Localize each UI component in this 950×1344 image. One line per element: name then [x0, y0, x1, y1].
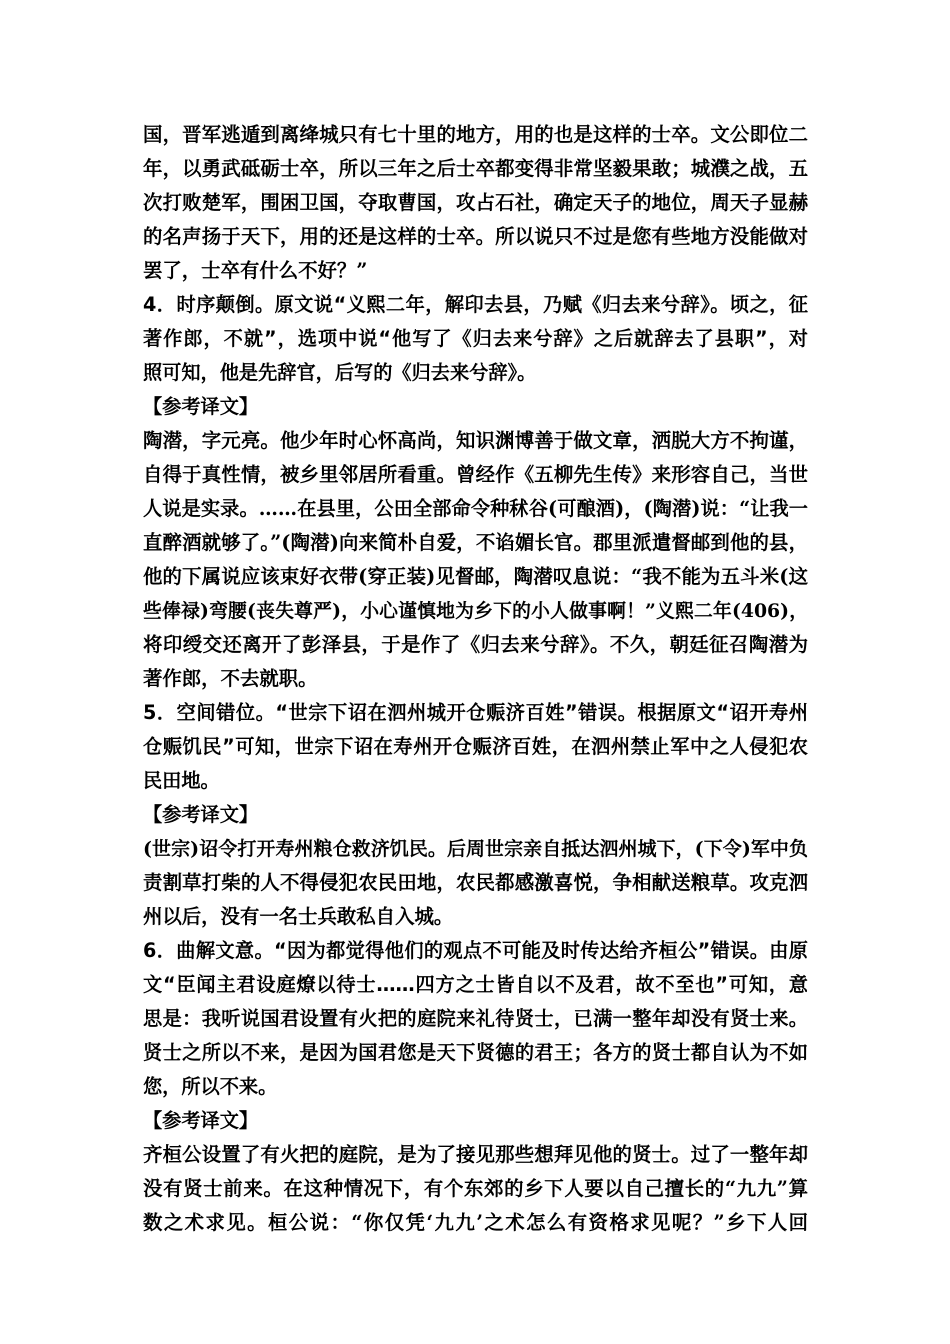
text-line: 人说是实录。……在县里，公田全部命令种秫谷(可酿酒)，(陶潜)说：“让我一 — [143, 497, 808, 520]
text-line: 照可知，他是先辞官，后写的《归去来兮辞》。 — [143, 361, 537, 384]
text-line: 数之术求见。桓公说：“你仅凭‘九九’之术怎么有资格求见呢？”乡下人回 — [143, 1211, 808, 1234]
text-line: 些俸禄)弯腰(丧失尊严)，小心谨慎地为乡下的小人做事啊！”义熙二年(406)， — [143, 600, 808, 622]
text-line: 罢了，士卒有什么不好？” — [143, 259, 368, 282]
text-line: 年，以勇武砥砺士卒，所以三年之后士卒都变得非常坚毅果敢；城濮之战，五 — [143, 157, 808, 180]
text-line: 齐桓公设置了有火把的庭院，是为了接见那些想拜见他的贤士。过了一整年却 — [143, 1143, 808, 1166]
text-line: 您，所以不来。 — [143, 1075, 278, 1098]
text-line: 民田地。 — [143, 769, 220, 792]
text-line: 没有贤士前来。在这种情况下，有个东郊的乡下人要以自己擅长的“九九”算 — [143, 1177, 808, 1200]
text-line: (世宗)诏令打开寿州粮仓救济饥民。后周世宗亲自抵达泗州城下，(下令)军中负 — [143, 838, 808, 860]
text-line: 著作郎，不去就职。 — [143, 667, 318, 690]
text-line: 4．时序颠倒。原文说“义熙二年，解印去县，乃赋《归去来兮辞》。顷之，征 — [143, 293, 808, 316]
text-line: 自得于真性情，被乡里邻居所看重。曾经作《五柳先生传》来形容自己，当世 — [143, 463, 808, 486]
text-line: 思是：我听说国君设置有火把的庭院来礼待贤士，已满一整年却没有贤士来。 — [143, 1007, 808, 1030]
text-line: 他的下属说应该束好衣带(穿正装)见督邮，陶潜叹息说：“我不能为五斗米(这 — [143, 565, 808, 588]
text-line: 6．曲解文意。“因为都觉得他们的观点不可能及时传达给齐桓公”错误。由原 — [143, 939, 808, 962]
text-line: 5．空间错位。“世宗下诏在泗州城开仓赈济百姓”错误。根据原文“诏开寿州 — [143, 701, 808, 724]
text-line: 著作郎，不就”，选项中说“他写了《归去来兮辞》之后就辞去了县职”，对 — [143, 327, 808, 350]
text-line: 陶潜，字元亮。他少年时心怀高尚，知识渊博善于做文章，洒脱大方不拘谨， — [143, 429, 808, 452]
text-line: 贤士之所以不来，是因为国君您是天下贤德的君王；各方的贤士都自认为不如 — [143, 1041, 808, 1064]
section-heading: 【参考译文】 — [143, 1109, 259, 1132]
text-line: 次打败楚军，围困卫国，夺取曹国，攻占石社，确定天子的地位，周天子显赫 — [143, 191, 808, 214]
text-line: 州以后，没有一名士兵敢私自入城。 — [143, 905, 454, 928]
text-line: 国，晋军逃遁到离绛城只有七十里的地方，用的也是这样的士卒。文公即位二 — [143, 123, 808, 146]
text-line: 将印绶交还离开了彭泽县，于是作了《归去来兮辞》。不久，朝廷征召陶潜为 — [143, 633, 808, 656]
section-heading: 【参考译文】 — [143, 803, 259, 826]
document-page — [143, 118, 808, 1240]
section-heading: 【参考译文】 — [143, 395, 259, 418]
text-line: 仓赈饥民”可知，世宗下诏在寿州开仓赈济百姓，在泗州禁止军中之人侵犯农 — [143, 735, 808, 758]
text-line: 的名声扬于天下，用的还是这样的士卒。所以说只不过是您有些地方没能做对 — [143, 225, 808, 248]
text-line: 责割草打柴的人不得侵犯农民田地，农民都感激喜悦，争相献送粮草。攻克泗 — [143, 871, 808, 894]
text-line: 文“臣闻主君设庭燎以待士……四方之士皆自以不及君，故不至也”可知，意 — [143, 973, 808, 996]
text-line: 直醉酒就够了。”(陶潜)向来简朴自爱，不谄媚长官。郡里派遣督邮到他的县， — [143, 531, 808, 554]
